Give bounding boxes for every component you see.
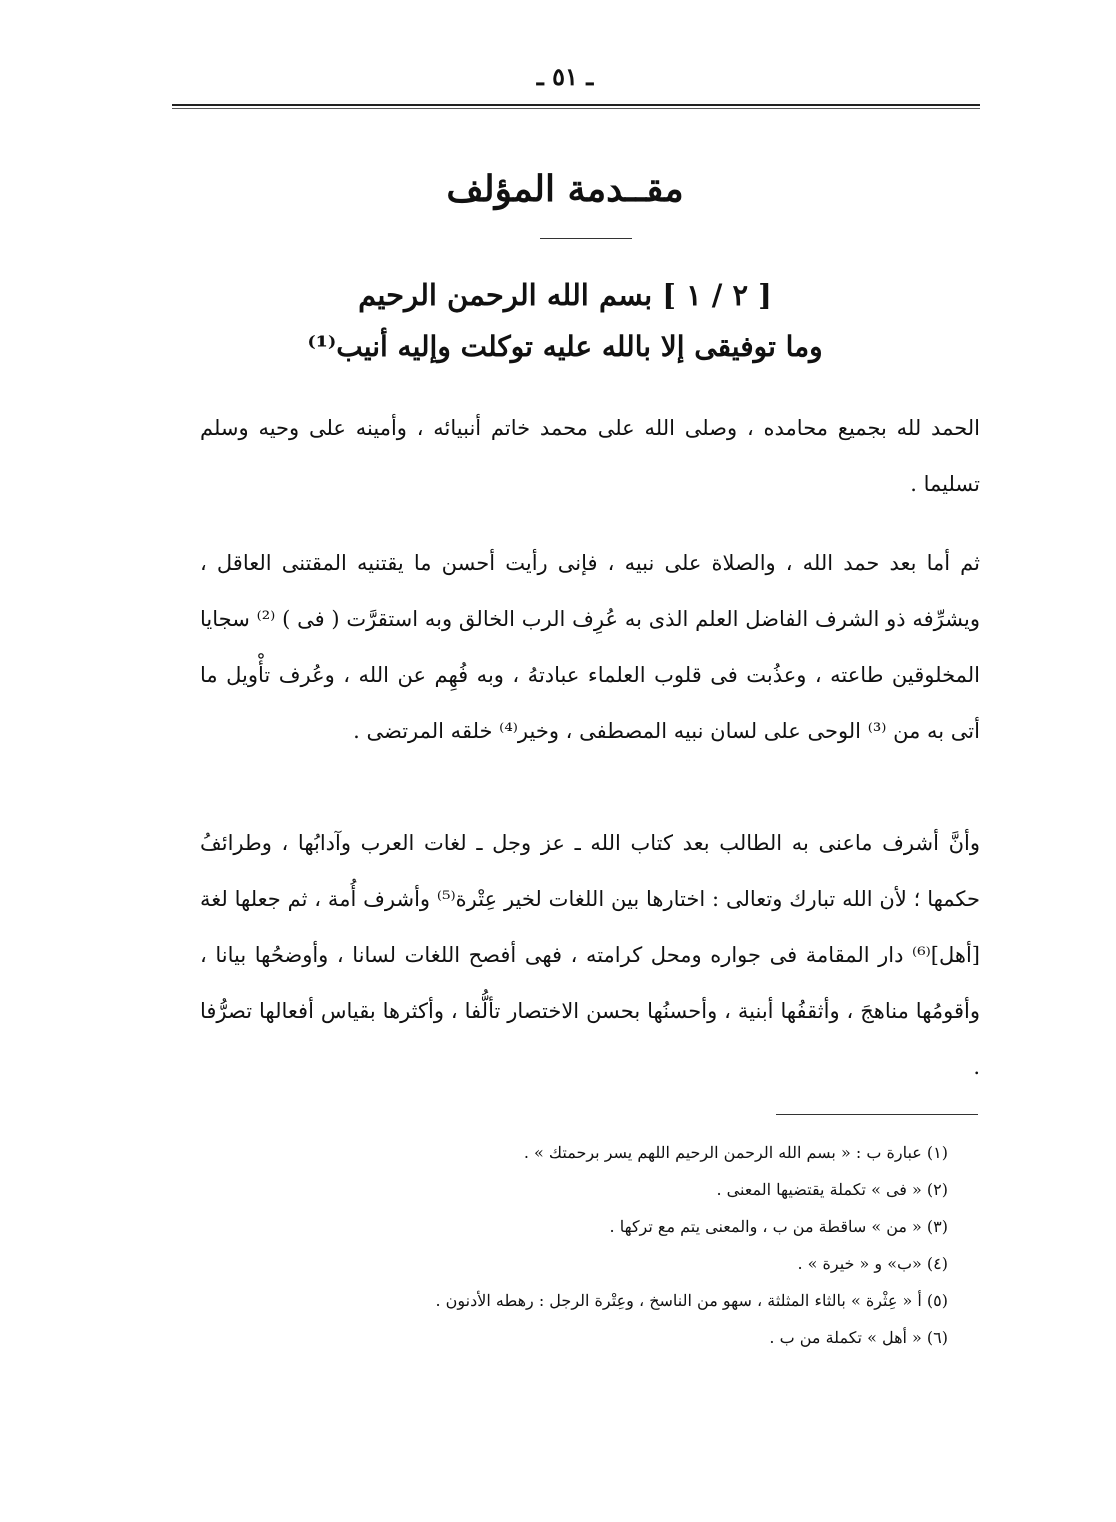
invocation-heading: وما توفيقى إلا بالله عليه توكلت وإليه أنيب⁽¹⁾ [307, 330, 823, 363]
header-rule [172, 104, 980, 106]
footnote: (٣) « من » ساقطة من ب ، والمعنى يتم مع تركها . [609, 1217, 948, 1236]
footnote: (٥) أ « عِثْرة » بالثاء المثلثة ، سهو من الناسخ ، وعِتْرة الرجل : رهطه الأدنون . [435, 1291, 948, 1310]
title-divider [540, 238, 632, 239]
footnote-separator [776, 1114, 978, 1115]
footnotes-list [300, 1134, 948, 1356]
page-number: ـ ٥١ ـ [536, 62, 594, 91]
footnote: (٦) « أهل » تكملة من ب . [769, 1328, 948, 1347]
basmala-heading: [ ٢ / ١ ] بسم الله الرحمن الرحيم [358, 278, 772, 312]
footnote: (١) عبارة ب : « بسم الله الرحمن الرحيم اللهم يسر برحمتك » . [523, 1143, 948, 1162]
footnote: (٢) « فى » تكملة يقتضيها المعنى . [716, 1180, 948, 1199]
footnote: (٤) «ب» و « خيرة » . [797, 1254, 948, 1273]
body-paragraph: وأنَّ أشرف ماعنى به الطالب بعد كتاب الله ـ عز وجل ـ لغات العرب وآدابُها ، وطرائفُ حكمها ؛ لأن الله تبارك وتعالى : اختارها بين اللغات لخير عِتْرة⁽⁵⁾ وأشرف أُمة ، ثم جعلها لغة [أهل]⁽⁶⁾ دار المقامة فى جواره ومحل كرامته ، فهى أفصح اللغات لسانا ، وأوضحُها بيانا ، وأقومُها مناهجَ ، وأثقفُها أبنية ، وأحسنُها بحسن الاختصار تألُّفا ، وأكثرها بقياس أفعالها تصرُّفا . [200, 831, 980, 1079]
body-paragraph: الحمد لله بجميع محامده ، وصلى الله على محمد خاتم أنبيائه ، وأمينه على وحيه وسلم تسليما . [200, 416, 980, 496]
chapter-title: مقــدمة المؤلف [446, 168, 684, 210]
body-paragraph: ثم أما بعد حمد الله ، والصلاة على نبيه ، فإنى رأيت أحسن ما يقتنيه المقتنى العاقل ، ويشرِّفه ذو الشرف الفاضل العلم الذى به عُرِف الرب الخالق وبه استقرَّت ( فى ) ⁽²⁾ سجايا المخلوقين طاعته ، وعذُبت فى قلوب العلماء عبادتهُ ، وبه فُهِم عن الله ، وعُرف تأْويل ما أتى به من ⁽³⁾ الوحى على لسان نبيه المصطفى ، وخير⁽⁴⁾ خلقه المرتضى . [200, 551, 980, 743]
